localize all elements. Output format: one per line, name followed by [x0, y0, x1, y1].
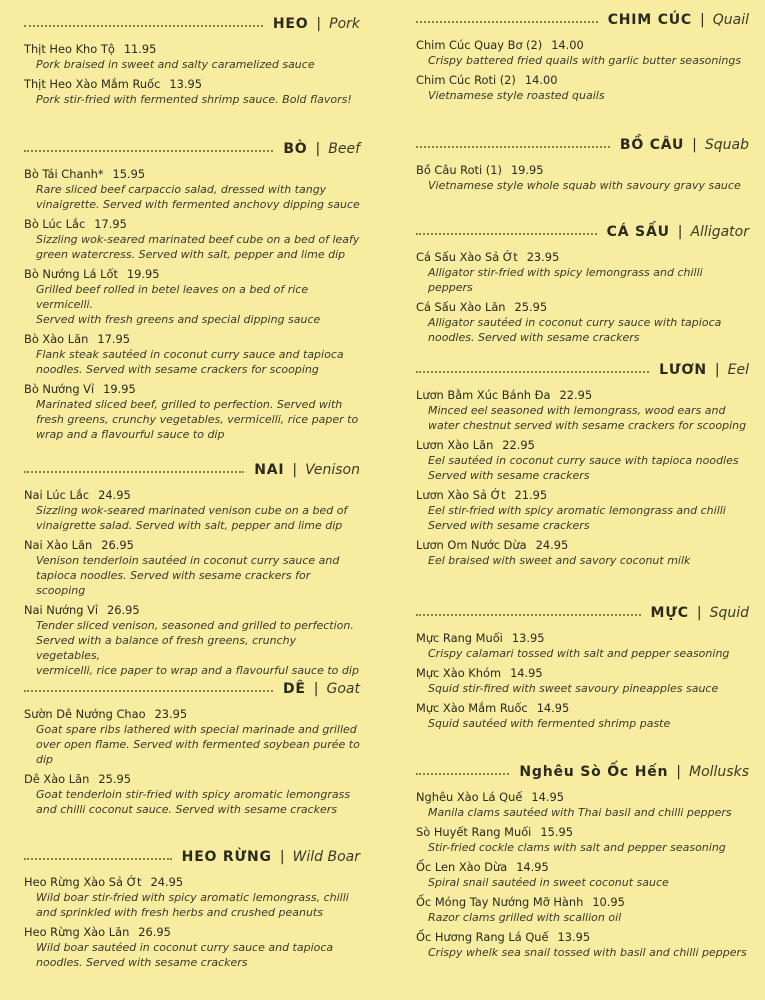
separator: |	[676, 764, 681, 780]
item-price: 13.95	[169, 77, 202, 91]
item-name: Bồ Câu Roti (1)	[416, 163, 502, 177]
item-description: Squid stir-fired with sweet savoury pineapples sauce	[428, 682, 719, 695]
dot-leader	[416, 371, 649, 373]
item-description: Eel stir-fried with spicy aromatic lemongrass and chilli Served with sesame crackers	[428, 504, 726, 532]
item-description: Manila clams sautéed with Thai basil and chilli peppers	[428, 806, 732, 819]
item-name: Mực Xào Khóm	[416, 666, 502, 680]
section-title-en: Mollusks	[689, 764, 749, 780]
menu-item	[416, 38, 749, 68]
section-header	[416, 360, 749, 380]
separator: |	[714, 362, 720, 378]
section-title-vi: CHIM CÚC	[607, 12, 693, 28]
item-price: 19.95	[510, 163, 544, 177]
menu-item	[24, 707, 360, 767]
section-header	[416, 10, 749, 30]
item-description: Eel braised with sweet and savory coconut milk	[428, 554, 691, 567]
item-description: Goat spare ribs lathered with special marinade and grilled over open flame. Served with fermented soybean purée to dip	[36, 723, 360, 766]
menu-item	[24, 488, 360, 533]
item-price: 24.95	[150, 875, 184, 889]
menu-item	[416, 250, 749, 295]
separator: |	[677, 224, 683, 240]
item-description: Minced eel seasoned with lemongrass, wood ears and water chestnut served with sesame crackers for scooping	[428, 404, 747, 432]
item-price: 15.95	[540, 825, 573, 839]
item-name: Ốc Móng Tay Nướng Mỡ Hành	[416, 895, 584, 909]
item-name: Bò Lúc Lắc	[24, 217, 86, 231]
section-title-vi: MỰC	[650, 605, 689, 621]
item-name: Heo Rừng Xào Sả Ớt	[24, 875, 142, 889]
item-name: Nghêu Xào Lá Quế	[416, 790, 523, 804]
item-description: Spiral snail sautéed in sweet coconut sauce	[428, 876, 669, 889]
menu-item	[24, 332, 360, 377]
item-name: Dê Xào Lăn	[24, 772, 90, 786]
item-price: 23.95	[154, 707, 188, 721]
section-title-en: Squab	[704, 137, 749, 153]
section-title-en: Alligator	[690, 224, 749, 240]
menu-item	[416, 388, 749, 433]
item-price: 14.00	[524, 73, 558, 87]
item-description: Squid sautéed with fermented shrimp paste	[428, 717, 671, 730]
item-name: Cá Sấu Xào Sả Ớt	[416, 250, 518, 264]
separator: |	[315, 141, 321, 157]
section-header	[416, 762, 749, 782]
item-name: Mực Rang Muối	[416, 631, 503, 645]
item-name: Chim Cúc Roti (2)	[416, 73, 516, 87]
separator: |	[279, 849, 285, 865]
item-price: 26.95	[138, 925, 171, 939]
item-price: 17.95	[94, 217, 127, 231]
item-description: Venison tenderloin sautéed in coconut curry sauce and tapioca noodles. Served with sesame crackers for scooping	[36, 554, 340, 597]
item-name: Bò Nướng Vỉ	[24, 382, 95, 396]
item-description: Wild boar stir-fried with spicy aromatic lemongrass, chilli and sprinkled with fresh herbs and crushed peanuts	[36, 891, 349, 919]
item-price: 25.95	[98, 772, 131, 786]
section-title-en: Eel	[727, 362, 749, 378]
item-price: 23.95	[526, 250, 560, 264]
menu-item	[416, 701, 749, 731]
menu-item	[24, 925, 360, 970]
item-name: Nai Xào Lăn	[24, 538, 93, 552]
separator: |	[692, 137, 697, 153]
item-description: Crispy calamari tossed with salt and pepper seasoning	[428, 647, 730, 660]
menu-item	[416, 488, 749, 533]
item-description: Crispy whelk sea snail tossed with basil and chilli peppers	[428, 946, 747, 959]
section-header	[24, 679, 360, 699]
item-description: Sizzling wok-seared marinated beef cube on a bed of leafy green watercress. Served with salt, pepper and lime dip	[36, 233, 360, 261]
item-description: Eel sautéed in coconut curry sauce with tapioca noodles Served with sesame crackers	[428, 454, 739, 482]
menu-item	[24, 267, 360, 327]
item-price: 24.95	[98, 488, 131, 502]
section-bo-cau	[385, 135, 765, 198]
section-header	[24, 14, 360, 34]
item-price: 14.95	[536, 701, 570, 715]
dot-leader	[416, 21, 598, 23]
item-price: 11.95	[123, 42, 157, 56]
item-description: Rare sliced beef carpaccio salad, dressed with tangy vinaigrette. Served with fermented anchovy dipping sauce	[36, 183, 360, 211]
section-title-en: Goat	[326, 681, 360, 697]
item-description: Flank steak sautéed in coconut curry sauce and tapioca noodles. Served with sesame crackers for scooping	[36, 348, 344, 376]
item-price: 19.95	[126, 267, 160, 281]
section-title-vi: HEO RỪNG	[181, 849, 272, 865]
section-ca-sau	[385, 222, 765, 350]
item-description: Stir-fried cockle clams with salt and pepper seasoning	[428, 841, 726, 854]
section-title-en: Pork	[329, 16, 360, 32]
item-price: 14.95	[510, 666, 543, 680]
item-description: Tender sliced venison, seasoned and grilled to perfection. Served with a balance of fresh greens, crunchy vegetables, vermicelli, rice paper to wrap and a flavourful sauce to dip	[36, 619, 359, 677]
item-name: Lươn Bằm Xúc Bánh Đa	[416, 388, 551, 402]
section-title-vi: BÒ	[283, 141, 308, 157]
item-description: Razor clams grilled with scallion oil	[428, 911, 622, 924]
dot-leader	[24, 150, 273, 152]
item-price: 13.95	[557, 930, 591, 944]
item-name: Lươn Xào Sả Ớt	[416, 488, 506, 502]
menu-item	[416, 300, 749, 345]
item-name: Sườn Dê Nướng Chao	[24, 707, 146, 721]
item-name: Thịt Heo Xào Mắm Ruốc	[24, 77, 161, 91]
section-title-vi: NAI	[254, 462, 285, 478]
dot-leader	[24, 690, 273, 692]
section-header	[24, 460, 360, 480]
item-price: 21.95	[514, 488, 548, 502]
menu-item	[24, 603, 360, 678]
menu-item	[24, 167, 360, 212]
item-description: Pork braised in sweet and salty caramelized sauce	[36, 58, 315, 71]
separator: |	[316, 16, 322, 32]
section-title-vi: LƯƠN	[659, 362, 707, 378]
item-price: 25.95	[514, 300, 548, 314]
menu-item	[416, 666, 749, 696]
item-price: 14.95	[531, 790, 564, 804]
item-price: 22.95	[502, 438, 535, 452]
menu-item	[24, 772, 360, 817]
dot-leader	[416, 233, 597, 235]
section-title-en: Beef	[328, 141, 360, 157]
menu-item	[24, 77, 360, 107]
item-name: Ốc Hương Rang Lá Quế	[416, 930, 549, 944]
section-header	[416, 135, 749, 155]
item-name: Bò Tái Chanh*	[24, 167, 104, 181]
section-chim-cuc	[385, 10, 765, 108]
item-name: Ốc Len Xào Dừa	[416, 860, 508, 874]
menu-item	[24, 538, 360, 598]
item-description: Pork stir-fried with fermented shrimp sauce. Bold flavors!	[36, 93, 352, 106]
item-price: 19.95	[103, 382, 136, 396]
item-description: Crispy battered fried quails with garlic butter seasonings	[428, 54, 742, 67]
item-description: Wild boar sautéed in coconut curry sauce and tapioca noodles. Served with sesame crackers	[36, 941, 334, 969]
section-title-en: Wild Boar	[292, 849, 360, 865]
menu-item	[416, 73, 749, 103]
menu-item	[416, 438, 749, 483]
item-description: Marinated sliced beef, grilled to perfection. Served with fresh greens, crunchy vegetables, vermicelli, rice paper to wrap and a flavourful sauce to dip	[36, 398, 359, 441]
item-name: Bò Xào Lăn	[24, 332, 89, 346]
item-description: Goat tenderloin stir-fried with spicy aromatic lemongrass and chilli coconut sauce. Served with sesame crackers	[36, 788, 351, 816]
item-price: 14.95	[516, 860, 549, 874]
item-description: Alligator sautéed in coconut curry sauce with tapioca noodles. Served with sesame crackers	[428, 316, 722, 344]
menu-item	[24, 42, 360, 72]
item-description: Sizzling wok-seared marinated venison cube on a bed of vinaigrette salad. Served with salt, pepper and lime dip	[36, 504, 348, 532]
item-description: Grilled beef rolled in betel leaves on a bed of rice vermicelli. Served with fresh greens and special dipping sauce	[36, 283, 321, 326]
section-title-en: Quail	[712, 12, 749, 28]
section-de	[0, 679, 385, 822]
right-column	[385, 0, 765, 1000]
item-name: Thịt Heo Kho Tộ	[24, 42, 115, 56]
item-name: Sò Huyết Rang Muối	[416, 825, 532, 839]
menu-item	[24, 217, 360, 262]
item-name: Lươn Xào Lăn	[416, 438, 494, 452]
item-name: Bò Nướng Lá Lốt	[24, 267, 118, 281]
menu-item	[416, 895, 749, 925]
dot-leader	[416, 146, 610, 148]
item-name: Chim Cúc Quay Bơ (2)	[416, 38, 543, 52]
item-price: 15.95	[112, 167, 146, 181]
item-name: Mực Xào Mắm Ruốc	[416, 701, 528, 715]
section-heo-rung	[0, 847, 385, 975]
section-header	[24, 847, 360, 867]
section-title-vi: CÁ SẤU	[606, 224, 670, 240]
dot-leader	[416, 614, 641, 616]
section-title-vi: DÊ	[283, 681, 306, 697]
item-price: 26.95	[107, 603, 140, 617]
item-price: 24.95	[535, 538, 569, 552]
section-muc	[385, 603, 765, 736]
separator: |	[696, 605, 702, 621]
section-title-vi: Nghêu Sò Ốc Hến	[519, 764, 669, 780]
section-title-vi: BỒ CÂU	[619, 137, 685, 153]
dot-leader	[24, 858, 172, 860]
item-price: 13.95	[511, 631, 545, 645]
section-header	[24, 139, 360, 159]
item-description: Alligator stir-fried with spicy lemongrass and chilli peppers	[428, 266, 703, 294]
item-price: 10.95	[592, 895, 625, 909]
menu-item	[416, 631, 749, 661]
item-name: Nai Nướng Vỉ	[24, 603, 99, 617]
menu-item	[416, 163, 749, 193]
section-header	[416, 603, 749, 623]
menu-item	[416, 825, 749, 855]
section-luon	[385, 360, 765, 573]
menu-item	[24, 382, 360, 442]
item-price: 17.95	[97, 332, 130, 346]
dot-leader	[416, 773, 509, 775]
item-price: 26.95	[101, 538, 134, 552]
section-title-en: Squid	[709, 605, 749, 621]
menu-item	[416, 538, 749, 568]
section-title-vi: HEO	[272, 16, 309, 32]
menu-item	[416, 860, 749, 890]
item-description: Vietnamese style roasted quails	[428, 89, 605, 102]
item-name: Cá Sấu Xào Lăn	[416, 300, 506, 314]
separator: |	[313, 681, 319, 697]
section-heo	[0, 14, 385, 112]
item-price: 14.00	[551, 38, 584, 52]
menu-item	[416, 930, 749, 960]
item-description: Vietnamese style whole squab with savoury gravy sauce	[428, 179, 741, 192]
section-title-en: Venison	[305, 462, 360, 478]
dot-leader	[24, 25, 263, 27]
separator: |	[292, 462, 298, 478]
dot-leader	[24, 471, 244, 473]
item-price: 22.95	[559, 388, 593, 402]
menu-item	[24, 875, 360, 920]
item-name: Lươn Om Nước Dừa	[416, 538, 527, 552]
section-nai	[0, 460, 385, 683]
menu-item	[416, 790, 749, 820]
separator: |	[700, 12, 705, 28]
item-name: Heo Rừng Xào Lăn	[24, 925, 130, 939]
section-ngheu-so-oc-hen	[385, 762, 765, 965]
section-bo	[0, 139, 385, 447]
section-header	[416, 222, 749, 242]
item-name: Nai Lúc Lắc	[24, 488, 90, 502]
